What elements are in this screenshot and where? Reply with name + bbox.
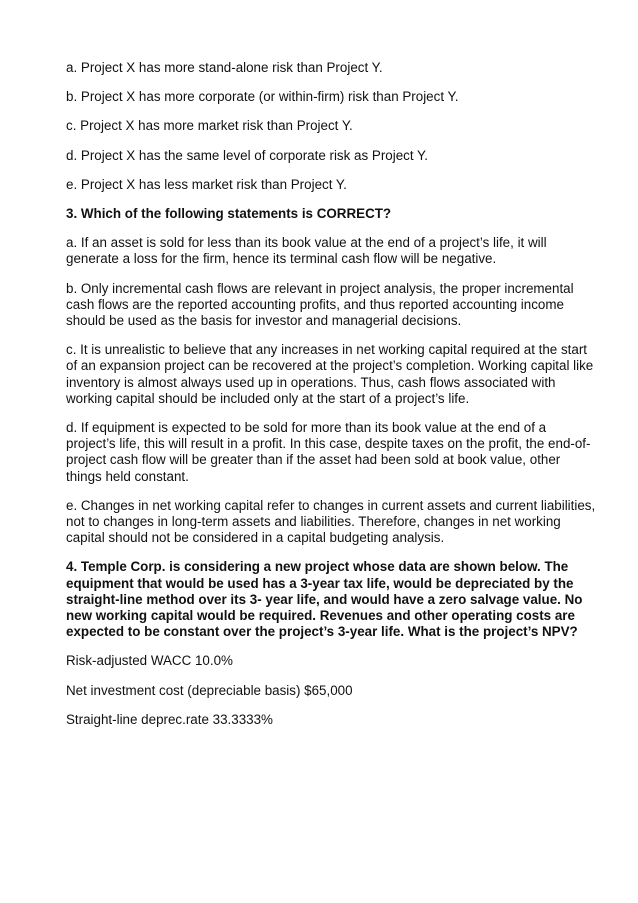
option-e-risk: e. Project X has less market risk than Project Y.: [66, 176, 347, 192]
document-page: [66, 60, 596, 741]
option-b-risk: b. Project X has more corporate (or within-firm) risk than Project Y.: [66, 89, 459, 105]
q3-option-d: d. If equipment is expected to be sold for more than its book value at the end of a project’s life, this will result in a profit. In this case, despite taxes on the profit, the end-of-project cash flow will be greater than if the asset had been sold at book value, other things held constant.: [66, 420, 591, 484]
q3-option-e: e. Changes in net working capital refer to changes in current assets and current liabilities, not to changes in long-term assets and liabilities. Therefore, changes in net working capital should not be considered in a capital budgeting analysis.: [66, 497, 596, 546]
option-c-risk: c. Project X has more market risk than Project Y.: [66, 118, 353, 134]
option-a-risk: a. Project X has more stand-alone risk than Project Y.: [66, 60, 383, 75]
q3-option-b: b. Only incremental cash flows are relevant in project analysis, the proper incremental cash flows are the reported accounting profits, and thus reported accounting income should be used as the basis for investor and managerial decisions.: [66, 280, 574, 329]
net-investment-line: Net investment cost (depreciable basis) $65,000: [66, 682, 353, 698]
q3-option-a: a. If an asset is sold for less than its book value at the end of a project’s life, it will generate a loss for the firm, hence its terminal cash flow will be negative.: [66, 235, 547, 267]
q3-option-c: c. It is unrealistic to believe that any increases in net working capital required at the start of an expansion project can be recovered at the project’s completion. Working capital like inventory is almost always used up in operations. Thus, cash flows associated with working capital should be included only at the start of a project’s life.: [66, 342, 594, 406]
question-3-heading: 3. Which of the following statements is CORRECT?: [66, 206, 392, 222]
wacc-line: Risk-adjusted WACC 10.0%: [66, 653, 233, 669]
question-4-heading: 4. Temple Corp. is considering a new project whose data are shown below. The equipment that would be used has a 3-year tax life, would be depreciated by the straight-line method over its 3- year life, and would have a zero salvage value. No new working capital would be required. Revenues and other operating costs are expected to be constant over the project’s 3-year life. What is the project’s NPV?: [66, 559, 583, 640]
deprec-rate-line: Straight-line deprec.rate 33.3333%: [66, 711, 273, 727]
option-d-risk: d. Project X has the same level of corporate risk as Project Y.: [66, 147, 428, 163]
